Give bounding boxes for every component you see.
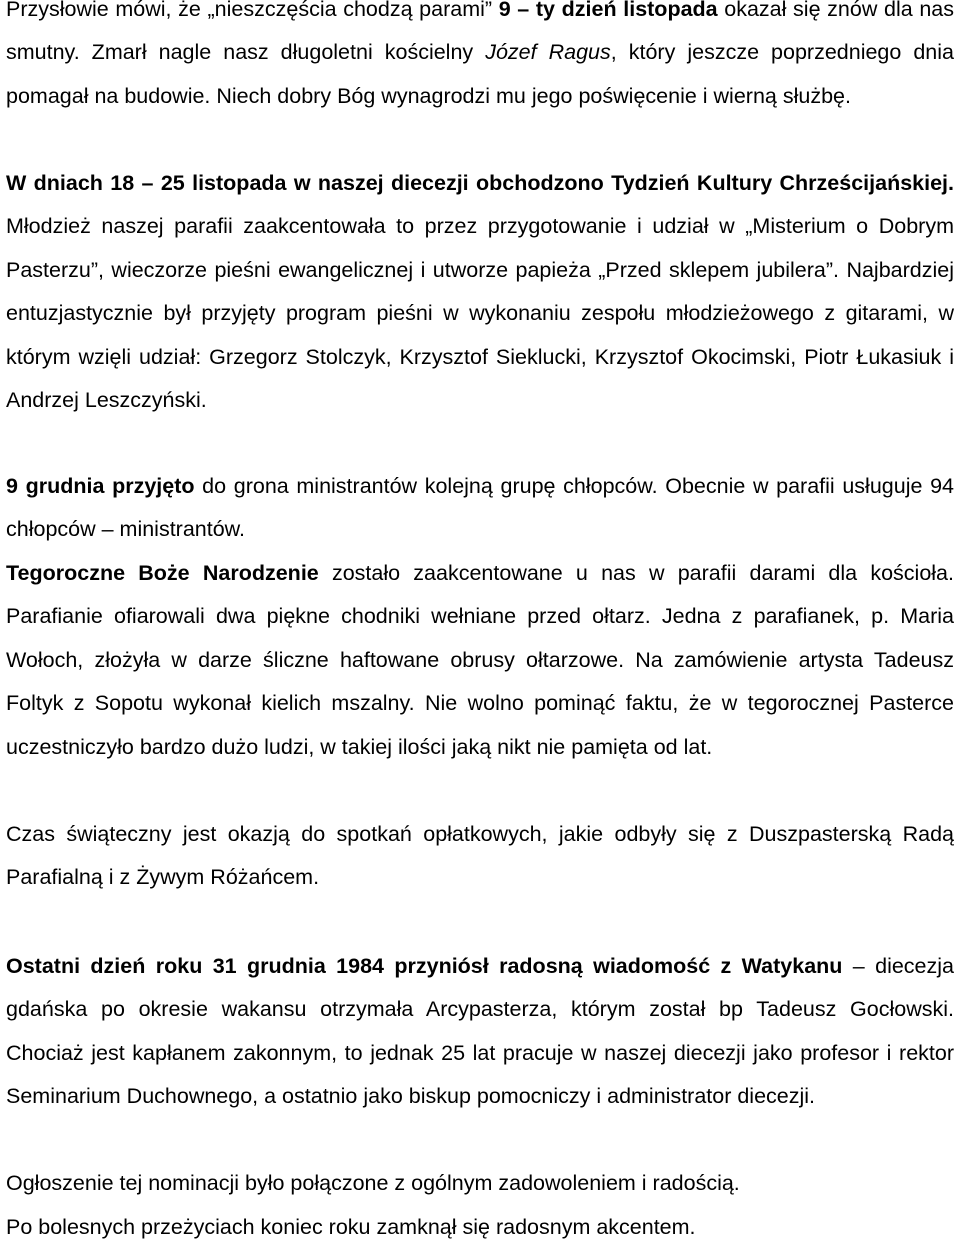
text-span: zostało zaakcentowane u nas w parafii darami dla kościoła. Parafianie ofiarowali dwa piękne chodniki wełniane przed ołtarz. Jedna z parafianek, p. Maria Wołoch, złożyła w darze śliczne haftowane obrusy ołtarzowe. Na zamówienie artysta Tadeusz Foltyk z Sopotu wykonał kielich mszalny. Nie wolno pominąć faktu, że w tegorocznej Pasterce uczestniczyło bardzo dużo ludzi, w takiej ilości jaką nikt nie pamięta od lat. <box>6 561 954 759</box>
paragraph-christmas <box>6 552 954 769</box>
text-span: okazał się znów dla nas smutny. Zmarł nagle nasz długoletni kościelny <box>6 0 955 65</box>
text-span: , który jeszcze poprzedniego dnia pomagał na budowie. Niech dobry Bóg wynagrodzi mu jego poświęcenie i wierną służbę. <box>6 40 955 108</box>
paragraph-culture-week <box>6 162 954 422</box>
paragraph-altar-boys <box>6 465 954 552</box>
text-span: do grona ministrantów kolejną grupę chłopców. Obecnie w parafii usługuje 94 chłopców – ministrantów. <box>6 474 954 542</box>
bold-heading: Tegoroczne Boże Narodzenie <box>6 561 319 585</box>
paragraph-vatican-news <box>6 945 954 1119</box>
text-span: Ogłoszenie tej nominacji było połączone z ogólnym zadowoleniem i radością. <box>6 1171 740 1195</box>
paragraph-announcement <box>6 1162 954 1205</box>
paragraph-wafer-meetings <box>6 813 954 900</box>
bold-heading: W dniach 18 – 25 listopada w naszej diecezji obchodzono Tydzień Kultury Chrześcijańskiej. <box>6 171 954 195</box>
bold-date: 9 – ty dzień listopada <box>498 0 718 21</box>
bold-heading: Ostatni dzień roku 31 grudnia 1984 przyniósł radosną wiadomość z Watykanu <box>6 954 843 978</box>
paragraph-funeral-note <box>6 0 954 118</box>
italic-name: Józef Ragus <box>485 40 611 65</box>
text-span: Po bolesnych przeżyciach koniec roku zamknął się radosnym akcentem. <box>6 1215 696 1239</box>
text-span: Przysłowie mówi, że „nieszczęścia chodzą parami” <box>6 0 499 21</box>
text-span: – diecezja gdańska po okresie wakansu otrzymała Arcypasterza, którym został bp Tadeusz Gocłowski. Chociaż jest kapłanem zakonnym, to jednak 25 lat pracuje w naszej diecezji jako profesor i rektor Seminarium Duchownego, a ostatnio jako biskup pomocniczy i administrator diecezji. <box>6 954 954 1109</box>
bold-date: 9 grudnia przyjęto <box>6 474 195 498</box>
text-span: Młodzież naszej parafii zaakcentowała to przez przygotowanie i udział w „Misterium o Dobrym Pasterzu”, wieczorze pieśni ewangelicznej i utworze papieża „Przed sklepem jubilera”. Najbardziej entuzjastycznie był przyjęty program pieśni w wykonaniu zespołu młodzieżowego z gitarami, w którym wzięli udział: Grzegorz Stolczyk, Krzysztof Sieklucki, Krzysztof Okocimski, Piotr Łukasiuk i Andrzej Leszczyński. <box>6 214 954 413</box>
text-span: Czas świąteczny jest okazją do spotkań opłatkowych, jakie odbyły się z Duszpasterską Radą Parafialną i z Żywym Różańcem. <box>6 822 954 890</box>
paragraph-closing <box>6 1206 954 1249</box>
